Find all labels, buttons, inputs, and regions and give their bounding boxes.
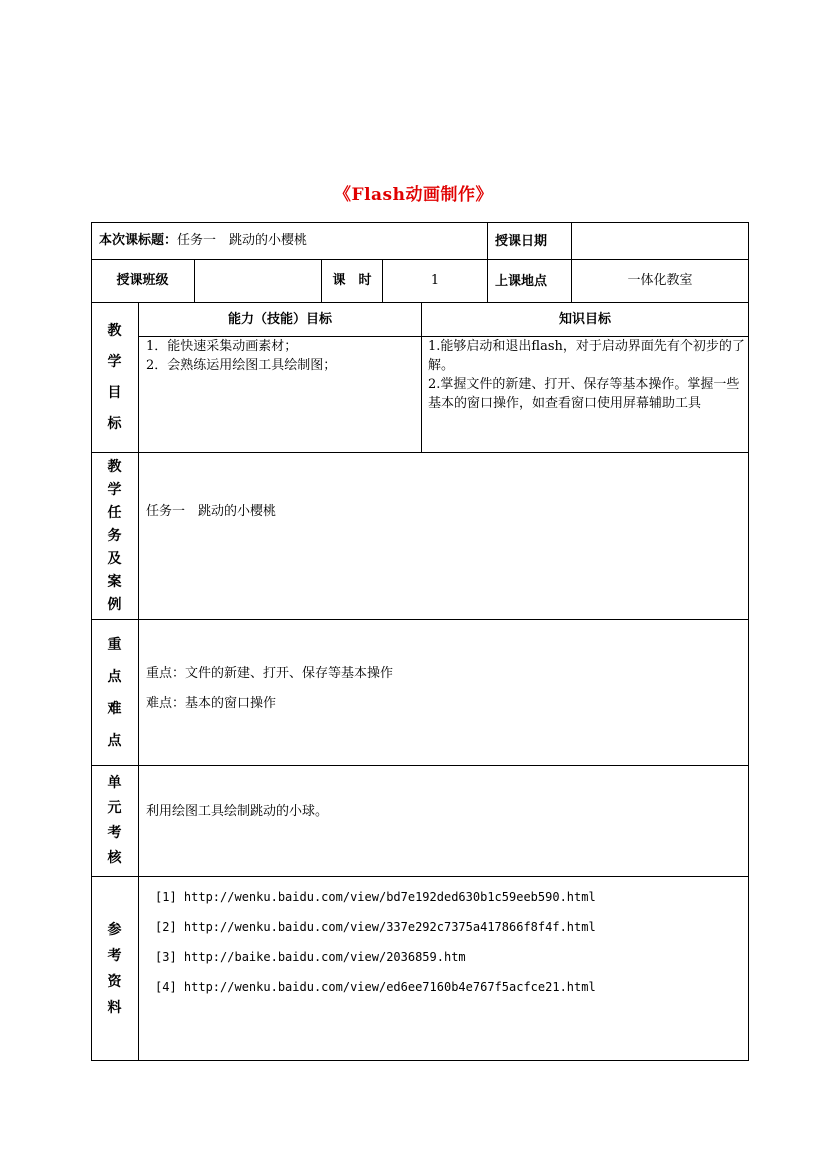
table-border-right: [748, 222, 749, 1061]
list-item: 1．能快速采集动画素材；: [146, 339, 298, 354]
section-char: 务: [107, 527, 122, 544]
section-char: 教: [107, 322, 122, 339]
section-char: 目: [107, 384, 122, 401]
section-char: 参: [107, 921, 122, 938]
assessment-section-label: [91, 766, 138, 876]
label-col-divider: [138, 302, 139, 1060]
section-char: 学: [107, 353, 122, 370]
assessment-content: 利用绘图工具绘制跳动的小球。: [146, 804, 329, 819]
table-border-top: [91, 222, 749, 223]
section-char: 及: [107, 550, 122, 567]
topic-label: 本次课标题：: [99, 233, 178, 248]
row-divider: [91, 619, 749, 620]
task-content: 任务一 跳动的小樱桃: [146, 504, 277, 519]
keypoints-content: [146, 659, 736, 719]
col-divider: [487, 222, 488, 302]
hours-value: 1: [430, 273, 440, 288]
section-char: 核: [107, 850, 122, 866]
section-char: 任: [107, 504, 122, 521]
hours-label: 课 时: [332, 273, 372, 288]
list-item: 2．会熟练运用绘图工具绘制图；: [146, 358, 337, 373]
section-char: 考: [107, 947, 122, 964]
location-label: 上课地点: [495, 274, 548, 289]
table-border-bottom: [91, 1060, 749, 1061]
goals-section-label: [91, 303, 138, 452]
key-point: 重点：文件的新建、打开、保存等基本操作: [146, 666, 394, 681]
section-char: 学: [107, 481, 122, 498]
topic-cell: [99, 231, 487, 251]
references-section-label: [91, 877, 138, 1060]
knowledge-list: [428, 337, 746, 413]
section-char: 点: [107, 668, 122, 685]
task-section-label: [91, 453, 138, 619]
section-char: 教: [107, 458, 122, 475]
section-char: 考: [107, 825, 122, 841]
row-divider: [91, 765, 749, 766]
difficulty-point: 难点：基本的窗口操作: [146, 696, 277, 711]
ability-heading: 能力（技能）目标: [227, 311, 332, 327]
list-item: 2.掌握文件的新建、打开、保存等基本操作。掌握一些基本的窗口操作，如查看窗口使用屏幕辅助工具: [428, 377, 740, 411]
section-char: 难: [107, 700, 122, 717]
section-char: 标: [107, 415, 122, 432]
section-char: 元: [107, 800, 122, 816]
reference-link[interactable]: [3] http://baike.baidu.com/view/2036859.htm: [155, 950, 466, 964]
class-label: 授课班级: [116, 273, 169, 288]
reference-link[interactable]: [2] http://wenku.baidu.com/view/337e292c7375a417866f8f4f.html: [155, 920, 596, 934]
row-divider: [91, 452, 749, 453]
location-value: 一体化教室: [627, 273, 693, 288]
ability-list: [146, 337, 418, 375]
section-char: 例: [107, 596, 122, 613]
reference-link[interactable]: [4] http://wenku.baidu.com/view/ed6ee7160b4e767f5acfce21.html: [155, 980, 596, 994]
topic-value: 任务一 跳动的小樱桃: [177, 233, 308, 248]
section-char: 料: [107, 999, 122, 1016]
reference-list: [155, 882, 745, 1002]
lesson-plan-table: [91, 222, 749, 1061]
knowledge-heading: 知识目标: [558, 311, 611, 327]
section-char: 点: [107, 732, 122, 749]
date-label: 授课日期: [495, 234, 548, 249]
section-char: 单: [107, 775, 122, 791]
list-item: 1.能够启动和退出flash，对于启动界面先有个初步的了解。: [428, 339, 745, 373]
reference-link[interactable]: [1] http://wenku.baidu.com/view/bd7e192ded630b1c59eeb590.html: [155, 890, 596, 904]
class-value: [195, 260, 321, 302]
keypoints-section-label: [91, 620, 138, 765]
row-divider: [91, 876, 749, 877]
section-char: 重: [107, 636, 122, 653]
section-char: 案: [107, 573, 122, 590]
document-title: 《Flash动画制作》: [334, 185, 493, 205]
section-char: 资: [107, 973, 122, 990]
